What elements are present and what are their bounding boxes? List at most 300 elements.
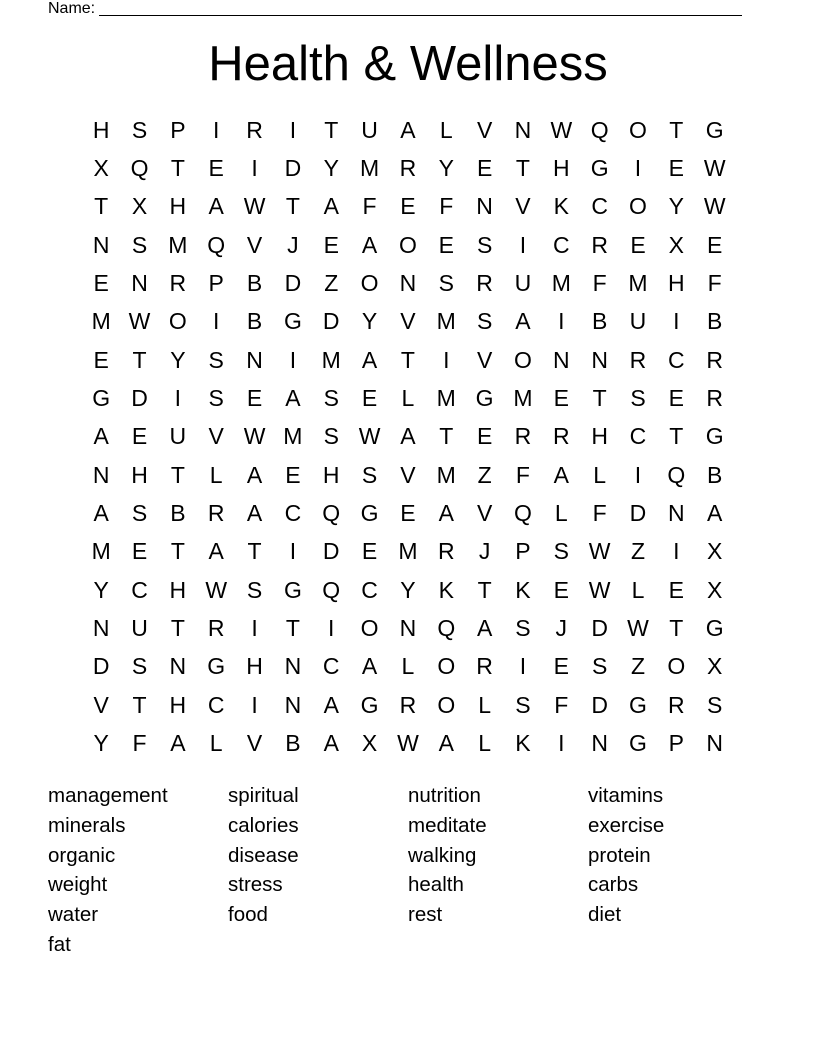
grid-letter[interactable]: M [168, 231, 188, 258]
grid-letter[interactable]: E [361, 538, 378, 565]
grid-letter[interactable]: M [398, 538, 418, 565]
grid-letter[interactable]: C [207, 691, 225, 718]
grid-letter[interactable]: A [438, 500, 454, 527]
grid-letter[interactable]: L [401, 653, 415, 680]
grid-letter[interactable]: F [554, 691, 569, 718]
grid-letter[interactable]: I [634, 461, 642, 488]
grid-letter[interactable]: I [289, 116, 297, 143]
grid-letter[interactable]: V [246, 730, 263, 757]
grid-letter[interactable]: X [361, 730, 378, 757]
grid-letter[interactable]: Z [630, 653, 646, 680]
grid-letter[interactable]: A [93, 423, 109, 450]
grid-letter[interactable]: C [361, 576, 378, 603]
grid-letter[interactable]: J [478, 538, 491, 565]
grid-letter[interactable]: X [707, 653, 723, 680]
grid-letter[interactable]: M [283, 423, 303, 450]
grid-letter[interactable]: W [243, 193, 266, 220]
grid-letter[interactable]: Y [668, 193, 684, 220]
grid-letter[interactable]: N [92, 461, 110, 488]
word-list-item: rest [408, 903, 443, 927]
grid-letter[interactable]: N [399, 615, 417, 642]
grid-letter[interactable]: V [400, 461, 416, 488]
grid-letter[interactable]: E [668, 576, 684, 603]
grid-letter[interactable]: A [246, 461, 263, 488]
grid-letter[interactable]: Y [438, 155, 454, 182]
grid-letter[interactable]: T [669, 116, 684, 143]
grid-letter[interactable]: A [361, 346, 378, 373]
grid-letter[interactable]: I [673, 308, 680, 335]
grid-letter[interactable]: E [553, 576, 569, 603]
grid-letter[interactable]: E [208, 155, 224, 182]
grid-letter[interactable]: A [323, 193, 339, 220]
grid-letter[interactable]: L [209, 730, 223, 757]
grid-letter[interactable]: V [515, 193, 531, 220]
grid-letter[interactable]: T [132, 691, 147, 718]
grid-letter[interactable]: N [552, 346, 570, 373]
grid-letter[interactable]: A [400, 116, 416, 143]
grid-letter[interactable]: W [128, 308, 151, 335]
grid-letter[interactable]: V [93, 691, 109, 718]
grid-letter[interactable]: A [208, 538, 224, 565]
grid-letter[interactable]: E [361, 385, 378, 412]
grid-letter[interactable]: X [668, 231, 684, 258]
grid-letter[interactable]: S [131, 116, 148, 143]
grid-letter[interactable]: W [703, 193, 726, 220]
word-list-item: disease [228, 843, 299, 867]
grid-letter[interactable]: K [515, 730, 531, 757]
word-list-item: fat [48, 932, 71, 956]
grid-letter[interactable]: E [400, 500, 416, 527]
grid-letter[interactable]: H [552, 155, 570, 182]
grid-letter[interactable]: S [323, 385, 339, 412]
grid-letter[interactable]: W [358, 423, 381, 450]
grid-letter[interactable]: Q [514, 500, 532, 527]
word-list-item: health [408, 873, 464, 897]
grid-letter[interactable]: R [207, 500, 225, 527]
grid-letter[interactable]: G [207, 653, 226, 680]
grid-letter[interactable]: O [168, 308, 187, 335]
grid-letter[interactable]: F [362, 193, 377, 220]
grid-letter[interactable]: R [476, 270, 493, 297]
grid-letter[interactable]: T [592, 385, 607, 412]
grid-letter[interactable]: X [707, 576, 723, 603]
grid-letter[interactable]: G [705, 116, 724, 143]
grid-letter[interactable]: A [476, 615, 493, 642]
grid-letter[interactable]: T [515, 155, 530, 182]
grid-letter[interactable]: J [287, 231, 299, 258]
grid-letter[interactable]: K [438, 576, 454, 603]
grid-letter[interactable]: B [707, 308, 723, 335]
grid-letter[interactable]: M [359, 155, 380, 182]
grid-letter[interactable]: Z [630, 538, 646, 565]
grid-letter[interactable]: W [550, 116, 573, 143]
grid-letter[interactable]: G [360, 691, 379, 718]
grid-letter[interactable]: E [400, 193, 416, 220]
grid-letter[interactable]: M [628, 270, 648, 297]
grid-letter[interactable]: W [588, 538, 611, 565]
grid-letter[interactable]: D [131, 385, 148, 412]
grid-letter[interactable]: I [443, 346, 450, 373]
grid-letter[interactable]: C [284, 500, 302, 527]
grid-letter[interactable]: L [631, 576, 645, 603]
grid-letter[interactable]: G [283, 308, 302, 335]
grid-letter[interactable]: W [703, 155, 726, 182]
grid-letter[interactable]: T [285, 615, 300, 642]
grid-letter[interactable]: I [519, 231, 527, 258]
grid-letter[interactable]: E [668, 385, 684, 412]
grid-letter[interactable]: G [705, 423, 724, 450]
grid-letter[interactable]: T [400, 346, 415, 373]
grid-letter[interactable]: C [668, 346, 685, 373]
grid-letter[interactable]: V [476, 116, 493, 143]
grid-letter[interactable]: S [131, 231, 148, 258]
grid-letter[interactable]: O [437, 691, 456, 718]
grid-letter[interactable]: I [634, 155, 642, 182]
grid-letter[interactable]: I [174, 385, 182, 412]
grid-letter[interactable]: I [251, 155, 258, 182]
grid-letter[interactable]: S [515, 615, 531, 642]
grid-letter[interactable]: O [360, 270, 379, 297]
grid-letter[interactable]: L [554, 500, 568, 527]
grid-letter[interactable]: G [360, 500, 379, 527]
grid-letter[interactable]: E [323, 231, 339, 258]
grid-letter[interactable]: E [553, 653, 569, 680]
grid-letter[interactable]: I [251, 615, 258, 642]
grid-letter[interactable]: Z [324, 270, 339, 297]
grid-letter[interactable]: E [438, 231, 454, 258]
grid-letter[interactable]: I [519, 653, 527, 680]
grid-letter[interactable]: K [553, 193, 569, 220]
grid-letter[interactable]: L [478, 691, 491, 718]
grid-letter[interactable]: G [92, 385, 111, 412]
grid-letter[interactable]: D [591, 691, 608, 718]
grid-letter[interactable]: G [590, 155, 609, 182]
grid-letter[interactable]: S [553, 538, 569, 565]
grid-letter[interactable]: Y [323, 155, 339, 182]
grid-letter[interactable]: Q [437, 615, 456, 642]
grid-letter[interactable]: N [591, 730, 608, 757]
grid-letter[interactable]: U [629, 308, 647, 335]
grid-letter[interactable]: E [668, 155, 684, 182]
grid-letter[interactable]: H [169, 691, 187, 718]
grid-letter[interactable]: R [399, 155, 417, 182]
grid-letter[interactable]: F [707, 270, 722, 297]
grid-letter[interactable]: I [251, 691, 258, 718]
grid-letter[interactable]: E [93, 270, 109, 297]
grid-letter[interactable]: S [515, 691, 531, 718]
grid-letter[interactable]: F [592, 270, 607, 297]
grid-letter[interactable]: A [438, 730, 454, 757]
grid-letter[interactable]: L [401, 385, 415, 412]
grid-letter[interactable]: R [476, 653, 493, 680]
grid-letter[interactable]: A [361, 231, 378, 258]
grid-letter[interactable]: O [514, 346, 532, 373]
grid-letter[interactable]: H [169, 193, 187, 220]
grid-letter[interactable]: X [131, 193, 148, 220]
grid-letter[interactable]: S [707, 691, 723, 718]
grid-letter[interactable]: A [208, 193, 224, 220]
grid-letter[interactable]: E [285, 461, 301, 488]
grid-letter[interactable]: V [476, 500, 493, 527]
grid-letter[interactable]: M [436, 308, 456, 335]
grid-letter[interactable]: D [322, 538, 340, 565]
grid-letter[interactable]: O [629, 116, 647, 143]
grid-letter[interactable]: N [246, 346, 263, 373]
grid-letter[interactable]: O [437, 653, 456, 680]
grid-letter[interactable]: A [553, 461, 569, 488]
grid-letter[interactable]: S [131, 653, 148, 680]
word-list-item: food [228, 903, 268, 927]
word-list-item: carbs [588, 873, 639, 897]
grid-letter[interactable]: A [323, 730, 339, 757]
grid-letter[interactable]: D [629, 500, 647, 527]
grid-letter[interactable]: Q [322, 500, 341, 527]
grid-letter[interactable]: H [246, 653, 263, 680]
grid-letter[interactable]: Q [667, 461, 686, 488]
grid-letter[interactable]: Z [477, 461, 492, 488]
grid-letter[interactable]: L [478, 730, 491, 757]
grid-letter[interactable]: B [170, 500, 186, 527]
grid-letter[interactable]: R [706, 385, 723, 412]
grid-letter[interactable]: N [706, 730, 723, 757]
grid-letter[interactable]: Y [400, 576, 416, 603]
word-list-item: walking [408, 843, 477, 867]
grid-letter[interactable]: G [475, 385, 494, 412]
word-list-item: protein [588, 843, 651, 867]
grid-letter[interactable]: O [667, 653, 686, 680]
grid-letter[interactable]: T [132, 346, 147, 373]
grid-letter[interactable]: I [558, 308, 565, 335]
grid-letter[interactable]: B [246, 270, 263, 297]
grid-letter[interactable]: I [213, 308, 220, 335]
grid-letter[interactable]: A [361, 653, 378, 680]
grid-letter[interactable]: N [668, 500, 685, 527]
grid-letter[interactable]: P [170, 116, 186, 143]
grid-letter[interactable]: S [476, 308, 493, 335]
grid-letter[interactable]: X [93, 155, 109, 182]
grid-letter[interactable]: M [436, 461, 456, 488]
grid-letter[interactable]: M [321, 346, 341, 373]
grid-letter[interactable]: E [553, 385, 569, 412]
grid-letter[interactable]: T [247, 538, 262, 565]
grid-letter[interactable]: O [398, 231, 417, 258]
grid-letter[interactable]: S [323, 423, 339, 450]
grid-letter[interactable]: U [169, 423, 187, 450]
grid-letter[interactable]: F [515, 461, 530, 488]
grid-letter[interactable]: D [322, 308, 340, 335]
grid-letter[interactable]: R [629, 346, 647, 373]
grid-letter[interactable]: R [437, 538, 455, 565]
grid-letter[interactable]: O [629, 193, 647, 220]
grid-letter[interactable]: J [555, 615, 568, 642]
grid-letter[interactable]: H [169, 576, 187, 603]
grid-letter[interactable]: Y [93, 576, 109, 603]
grid-letter[interactable]: I [289, 538, 297, 565]
grid-letter[interactable]: A [93, 500, 109, 527]
grid-letter[interactable]: P [515, 538, 531, 565]
grid-letter[interactable]: Q [590, 116, 609, 143]
grid-letter[interactable]: P [668, 730, 684, 757]
grid-letter[interactable]: N [92, 615, 110, 642]
grid-letter[interactable]: E [246, 385, 263, 412]
grid-letter[interactable]: U [131, 615, 148, 642]
grid-letter[interactable]: W [588, 576, 611, 603]
grid-letter[interactable]: M [436, 385, 456, 412]
grid-letter[interactable]: R [591, 231, 608, 258]
grid-letter[interactable]: I [289, 346, 297, 373]
grid-letter[interactable]: A [515, 308, 531, 335]
grid-letter[interactable]: W [627, 615, 649, 642]
grid-letter[interactable]: K [515, 576, 531, 603]
grid-letter[interactable]: Q [207, 231, 226, 258]
grid-letter[interactable]: Y [170, 346, 186, 373]
grid-letter[interactable]: C [322, 653, 340, 680]
grid-letter[interactable]: D [284, 155, 302, 182]
name-write-line[interactable] [99, 0, 742, 16]
grid-letter[interactable]: I [213, 116, 220, 143]
grid-letter[interactable]: V [476, 346, 493, 373]
grid-letter[interactable]: G [629, 691, 647, 718]
grid-letter[interactable]: G [283, 576, 302, 603]
grid-letter[interactable]: T [324, 116, 339, 143]
grid-letter[interactable]: H [322, 461, 340, 488]
grid-letter[interactable]: O [360, 615, 379, 642]
grid-letter[interactable]: S [630, 385, 646, 412]
grid-letter[interactable]: I [558, 730, 565, 757]
grid-letter[interactable]: W [205, 576, 228, 603]
grid-letter[interactable]: E [131, 538, 148, 565]
grid-letter[interactable]: E [131, 423, 148, 450]
grid-letter[interactable]: C [629, 423, 647, 450]
grid-letter[interactable]: N [131, 270, 148, 297]
grid-letter[interactable]: A [246, 500, 263, 527]
grid-letter[interactable]: A [285, 385, 301, 412]
grid-letter[interactable]: E [93, 346, 109, 373]
grid-letter[interactable]: S [591, 653, 608, 680]
grid-letter[interactable]: T [439, 423, 454, 450]
grid-letter[interactable]: R [514, 423, 532, 450]
grid-letter[interactable]: N [284, 691, 302, 718]
grid-letter[interactable]: T [94, 193, 109, 220]
grid-letter[interactable]: A [323, 691, 339, 718]
grid-letter[interactable]: N [399, 270, 417, 297]
grid-letter[interactable]: R [668, 691, 685, 718]
grid-letter[interactable]: R [246, 116, 263, 143]
grid-letter[interactable]: R [207, 615, 225, 642]
grid-letter[interactable]: X [707, 538, 723, 565]
grid-letter[interactable]: F [592, 500, 607, 527]
grid-letter[interactable]: A [170, 730, 186, 757]
name-field [48, 0, 742, 18]
grid-letter[interactable]: T [170, 155, 185, 182]
grid-letter[interactable]: L [209, 461, 223, 488]
grid-letter[interactable]: C [591, 193, 608, 220]
grid-letter[interactable]: L [439, 116, 453, 143]
grid-letter[interactable]: T [170, 538, 185, 565]
grid-letter[interactable]: M [91, 538, 111, 565]
grid-letter[interactable]: L [593, 461, 607, 488]
grid-letter[interactable]: S [208, 385, 224, 412]
grid-letter[interactable]: H [668, 270, 685, 297]
grid-letter[interactable]: V [400, 308, 416, 335]
grid-letter[interactable]: C [552, 231, 570, 258]
grid-letter[interactable]: D [284, 270, 302, 297]
grid-letter[interactable]: R [169, 270, 187, 297]
grid-letter[interactable]: M [513, 385, 533, 412]
grid-letter[interactable]: S [438, 270, 454, 297]
grid-letter[interactable]: T [477, 576, 492, 603]
grid-letter[interactable]: S [361, 461, 378, 488]
grid-letter[interactable]: G [705, 615, 724, 642]
grid-letter[interactable]: E [476, 423, 493, 450]
grid-letter[interactable]: W [397, 730, 419, 757]
grid-letter[interactable]: Y [361, 308, 378, 335]
grid-letter[interactable]: S [131, 500, 148, 527]
grid-letter[interactable]: T [669, 423, 684, 450]
grid-letter[interactable]: R [706, 346, 723, 373]
grid-letter[interactable]: H [92, 116, 110, 143]
grid-letter[interactable]: B [591, 308, 608, 335]
grid-letter[interactable]: B [707, 461, 723, 488]
grid-letter[interactable]: E [476, 155, 493, 182]
grid-letter[interactable]: W [243, 423, 266, 450]
grid-letter[interactable]: S [208, 346, 224, 373]
grid-letter[interactable]: N [92, 231, 110, 258]
grid-letter[interactable]: A [400, 423, 416, 450]
grid-letter[interactable]: I [673, 538, 680, 565]
grid-letter[interactable]: U [361, 116, 378, 143]
grid-letter[interactable]: C [131, 576, 148, 603]
grid-letter[interactable]: V [208, 423, 224, 450]
grid-letter[interactable]: G [629, 730, 647, 757]
grid-letter[interactable]: P [208, 270, 224, 297]
grid-letter[interactable]: A [707, 500, 723, 527]
grid-letter[interactable]: Q [130, 155, 149, 182]
grid-letter[interactable]: I [328, 615, 335, 642]
grid-letter[interactable]: T [669, 615, 684, 642]
grid-letter[interactable]: N [514, 116, 532, 143]
grid-letter[interactable]: N [476, 193, 493, 220]
grid-letter[interactable]: F [132, 730, 147, 757]
grid-letter[interactable]: B [246, 308, 263, 335]
grid-letter[interactable]: E [630, 231, 646, 258]
grid-letter[interactable]: N [591, 346, 608, 373]
grid-letter[interactable]: R [552, 423, 570, 450]
grid-letter[interactable]: N [169, 653, 187, 680]
grid-letter[interactable]: D [92, 653, 110, 680]
grid-letter[interactable]: H [131, 461, 148, 488]
word-list-item: stress [228, 873, 283, 897]
grid-letter[interactable]: B [285, 730, 301, 757]
grid-letter[interactable]: S [476, 231, 493, 258]
grid-letter[interactable]: T [285, 193, 300, 220]
grid-letter[interactable]: Y [93, 730, 109, 757]
grid-letter[interactable]: M [551, 270, 571, 297]
grid-letter[interactable]: V [246, 231, 263, 258]
grid-letter[interactable]: F [439, 193, 454, 220]
grid-letter[interactable]: E [707, 231, 723, 258]
grid-letter[interactable]: R [399, 691, 417, 718]
grid-letter[interactable]: N [284, 653, 302, 680]
grid-letter[interactable]: U [514, 270, 532, 297]
grid-letter[interactable]: T [170, 615, 185, 642]
grid-letter[interactable]: M [91, 308, 111, 335]
grid-letter[interactable]: Q [322, 576, 341, 603]
grid-letter[interactable]: T [170, 461, 185, 488]
grid-letter[interactable]: H [591, 423, 608, 450]
grid-letter[interactable]: D [591, 615, 608, 642]
grid-letter[interactable]: S [246, 576, 263, 603]
